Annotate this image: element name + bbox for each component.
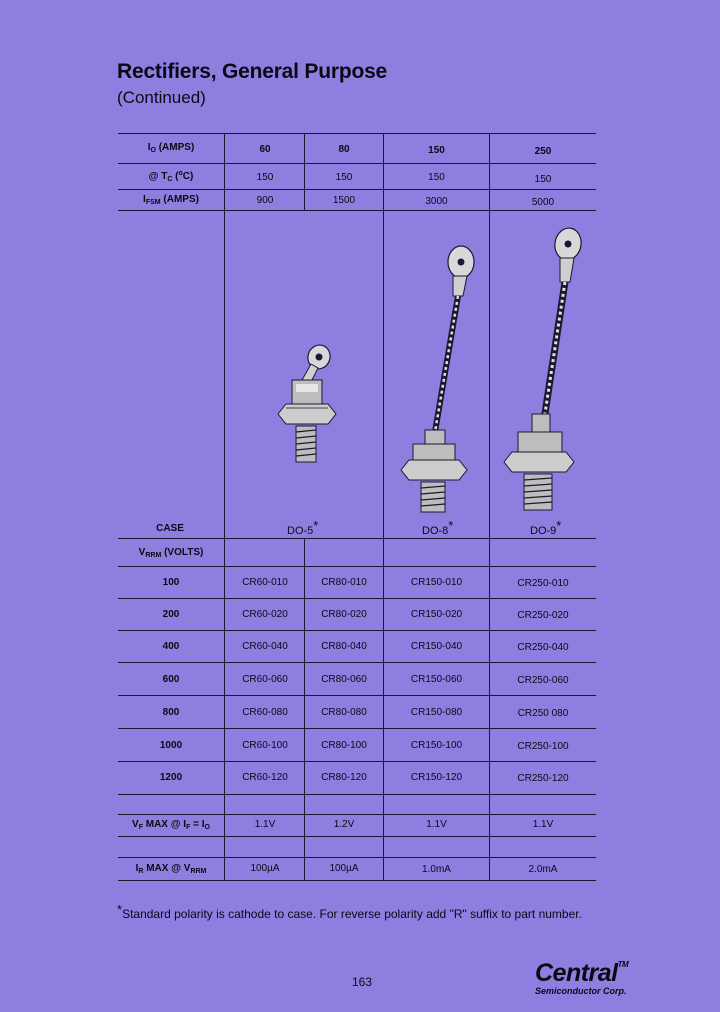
part-number: CR150-020 xyxy=(410,609,463,620)
rule-vf-bottom xyxy=(118,836,596,837)
rule-ir-top xyxy=(118,857,596,858)
rule-row6 xyxy=(118,761,596,762)
ir-label: $I_R$ MAX @ $V_{RRM}$ xyxy=(135,863,207,875)
ifsm-value-4: 5000 xyxy=(531,197,555,208)
part-number: CR60-060 xyxy=(242,674,288,685)
part-number: CR150-010 xyxy=(410,577,463,588)
rule-io xyxy=(118,163,596,164)
part-number: CR250-060 xyxy=(517,675,569,686)
ifsm-label: $I_{FSM}$ (AMPS) xyxy=(143,194,199,206)
rule-row5 xyxy=(118,728,596,729)
io-label: $I_O$ (AMPS) xyxy=(147,142,195,154)
part-number: CR80-120 xyxy=(321,772,367,783)
logo-corp: Semiconductor Corp. xyxy=(535,986,627,996)
part-number: CR60-080 xyxy=(242,707,288,718)
vf-value: 1.1V xyxy=(426,819,447,830)
part-number: CR150-100 xyxy=(410,740,463,751)
rule-row3 xyxy=(118,662,596,663)
rule-tc xyxy=(118,189,596,190)
vf-value: 1.2V xyxy=(333,819,355,830)
vf-value: 1.1V xyxy=(254,819,276,830)
tc-value-2: 150 xyxy=(335,172,353,183)
vf-value: 1.1V xyxy=(532,819,554,830)
part-number: CR250-010 xyxy=(517,578,569,589)
rule-ifsm xyxy=(118,210,596,211)
rule-row2 xyxy=(118,630,596,631)
io-value-1: 60 xyxy=(259,144,271,155)
rule-case xyxy=(118,538,596,539)
case-do9: DO-9* xyxy=(530,518,562,537)
part-number: CR150-080 xyxy=(410,707,463,718)
ir-value: 100µA xyxy=(329,863,359,874)
vrrm-value: 1200 xyxy=(159,772,183,783)
part-number: CR80-060 xyxy=(321,674,367,685)
ifsm-value-2: 1500 xyxy=(332,195,356,206)
case-do5: DO-5* xyxy=(287,518,319,537)
col-rule-80 xyxy=(383,133,384,880)
part-number: CR150-040 xyxy=(410,641,463,652)
ir-value: 1.0mA xyxy=(422,864,451,875)
vrrm-label: $V_{RRM}$ (VOLTS) xyxy=(138,547,204,559)
ir-value: 100µA xyxy=(250,863,280,874)
col-rule-150 xyxy=(489,133,490,880)
part-number: CR250 080 xyxy=(517,708,569,719)
case-label: CASE xyxy=(156,523,184,534)
page-title: Rectifiers, General Purpose xyxy=(117,60,388,83)
io-value-4: 250 xyxy=(534,146,552,157)
part-number: CR80-100 xyxy=(321,740,367,751)
part-number: CR60-040 xyxy=(242,641,288,652)
do5-package-illustration xyxy=(270,340,350,470)
tc-label: @ $T_C$ ($^o$C) xyxy=(148,170,194,183)
part-number: CR60-010 xyxy=(242,577,288,588)
part-number: CR250-040 xyxy=(517,642,569,653)
rule-row1 xyxy=(118,598,596,599)
part-number: CR80-080 xyxy=(321,707,367,718)
part-number: CR150-060 xyxy=(410,674,463,685)
page-subtitle: (Continued) xyxy=(117,88,206,107)
rule-vf-top xyxy=(118,814,596,815)
part-number: CR80-020 xyxy=(321,609,367,620)
rule-top xyxy=(118,133,596,134)
part-number: CR80-010 xyxy=(321,577,367,588)
rule-ir-bottom xyxy=(118,880,596,881)
page-number: 163 xyxy=(352,975,373,989)
part-number: CR250-120 xyxy=(517,773,569,784)
tc-value-3: 150 xyxy=(428,172,445,183)
ifsm-value-3: 3000 xyxy=(425,196,448,207)
io-value-3: 150 xyxy=(428,145,445,156)
part-number: CR250-100 xyxy=(517,741,569,752)
vrrm-value: 800 xyxy=(162,707,180,718)
vrrm-value: 400 xyxy=(162,641,180,652)
rule-row4 xyxy=(118,695,596,696)
vrrm-value: 100 xyxy=(162,577,180,588)
ir-value: 2.0mA xyxy=(528,864,558,875)
central-logo xyxy=(535,952,628,996)
vrrm-value: 1000 xyxy=(159,740,183,751)
footnote: *Standard polarity is cathode to case. For reverse polarity add "R" suffix to part number. xyxy=(117,902,582,921)
vf-label: $V_F$ MAX @ $I_F = I_O$ xyxy=(132,819,210,831)
part-number: CR250-020 xyxy=(517,610,569,621)
part-number: CR80-040 xyxy=(321,641,367,652)
do8-package-illustration xyxy=(395,238,485,518)
io-value-2: 80 xyxy=(338,144,350,155)
rule-row7 xyxy=(118,794,596,795)
case-do8: DO-8* xyxy=(422,518,454,537)
vrrm-value: 600 xyxy=(162,674,180,685)
do9-package-illustration xyxy=(500,222,590,522)
logo-brand: Central™ xyxy=(535,959,629,987)
ifsm-value-1: 900 xyxy=(256,195,274,206)
tc-value-4: 150 xyxy=(534,174,552,185)
part-number: CR60-100 xyxy=(242,740,288,751)
part-number: CR150-120 xyxy=(410,772,463,783)
col-rule-label xyxy=(224,133,225,880)
part-number: CR60-120 xyxy=(242,772,288,783)
rule-vrrm xyxy=(118,566,596,567)
vrrm-value: 200 xyxy=(162,609,180,620)
part-number: CR60-020 xyxy=(242,609,288,620)
tc-value-1: 150 xyxy=(256,172,274,183)
